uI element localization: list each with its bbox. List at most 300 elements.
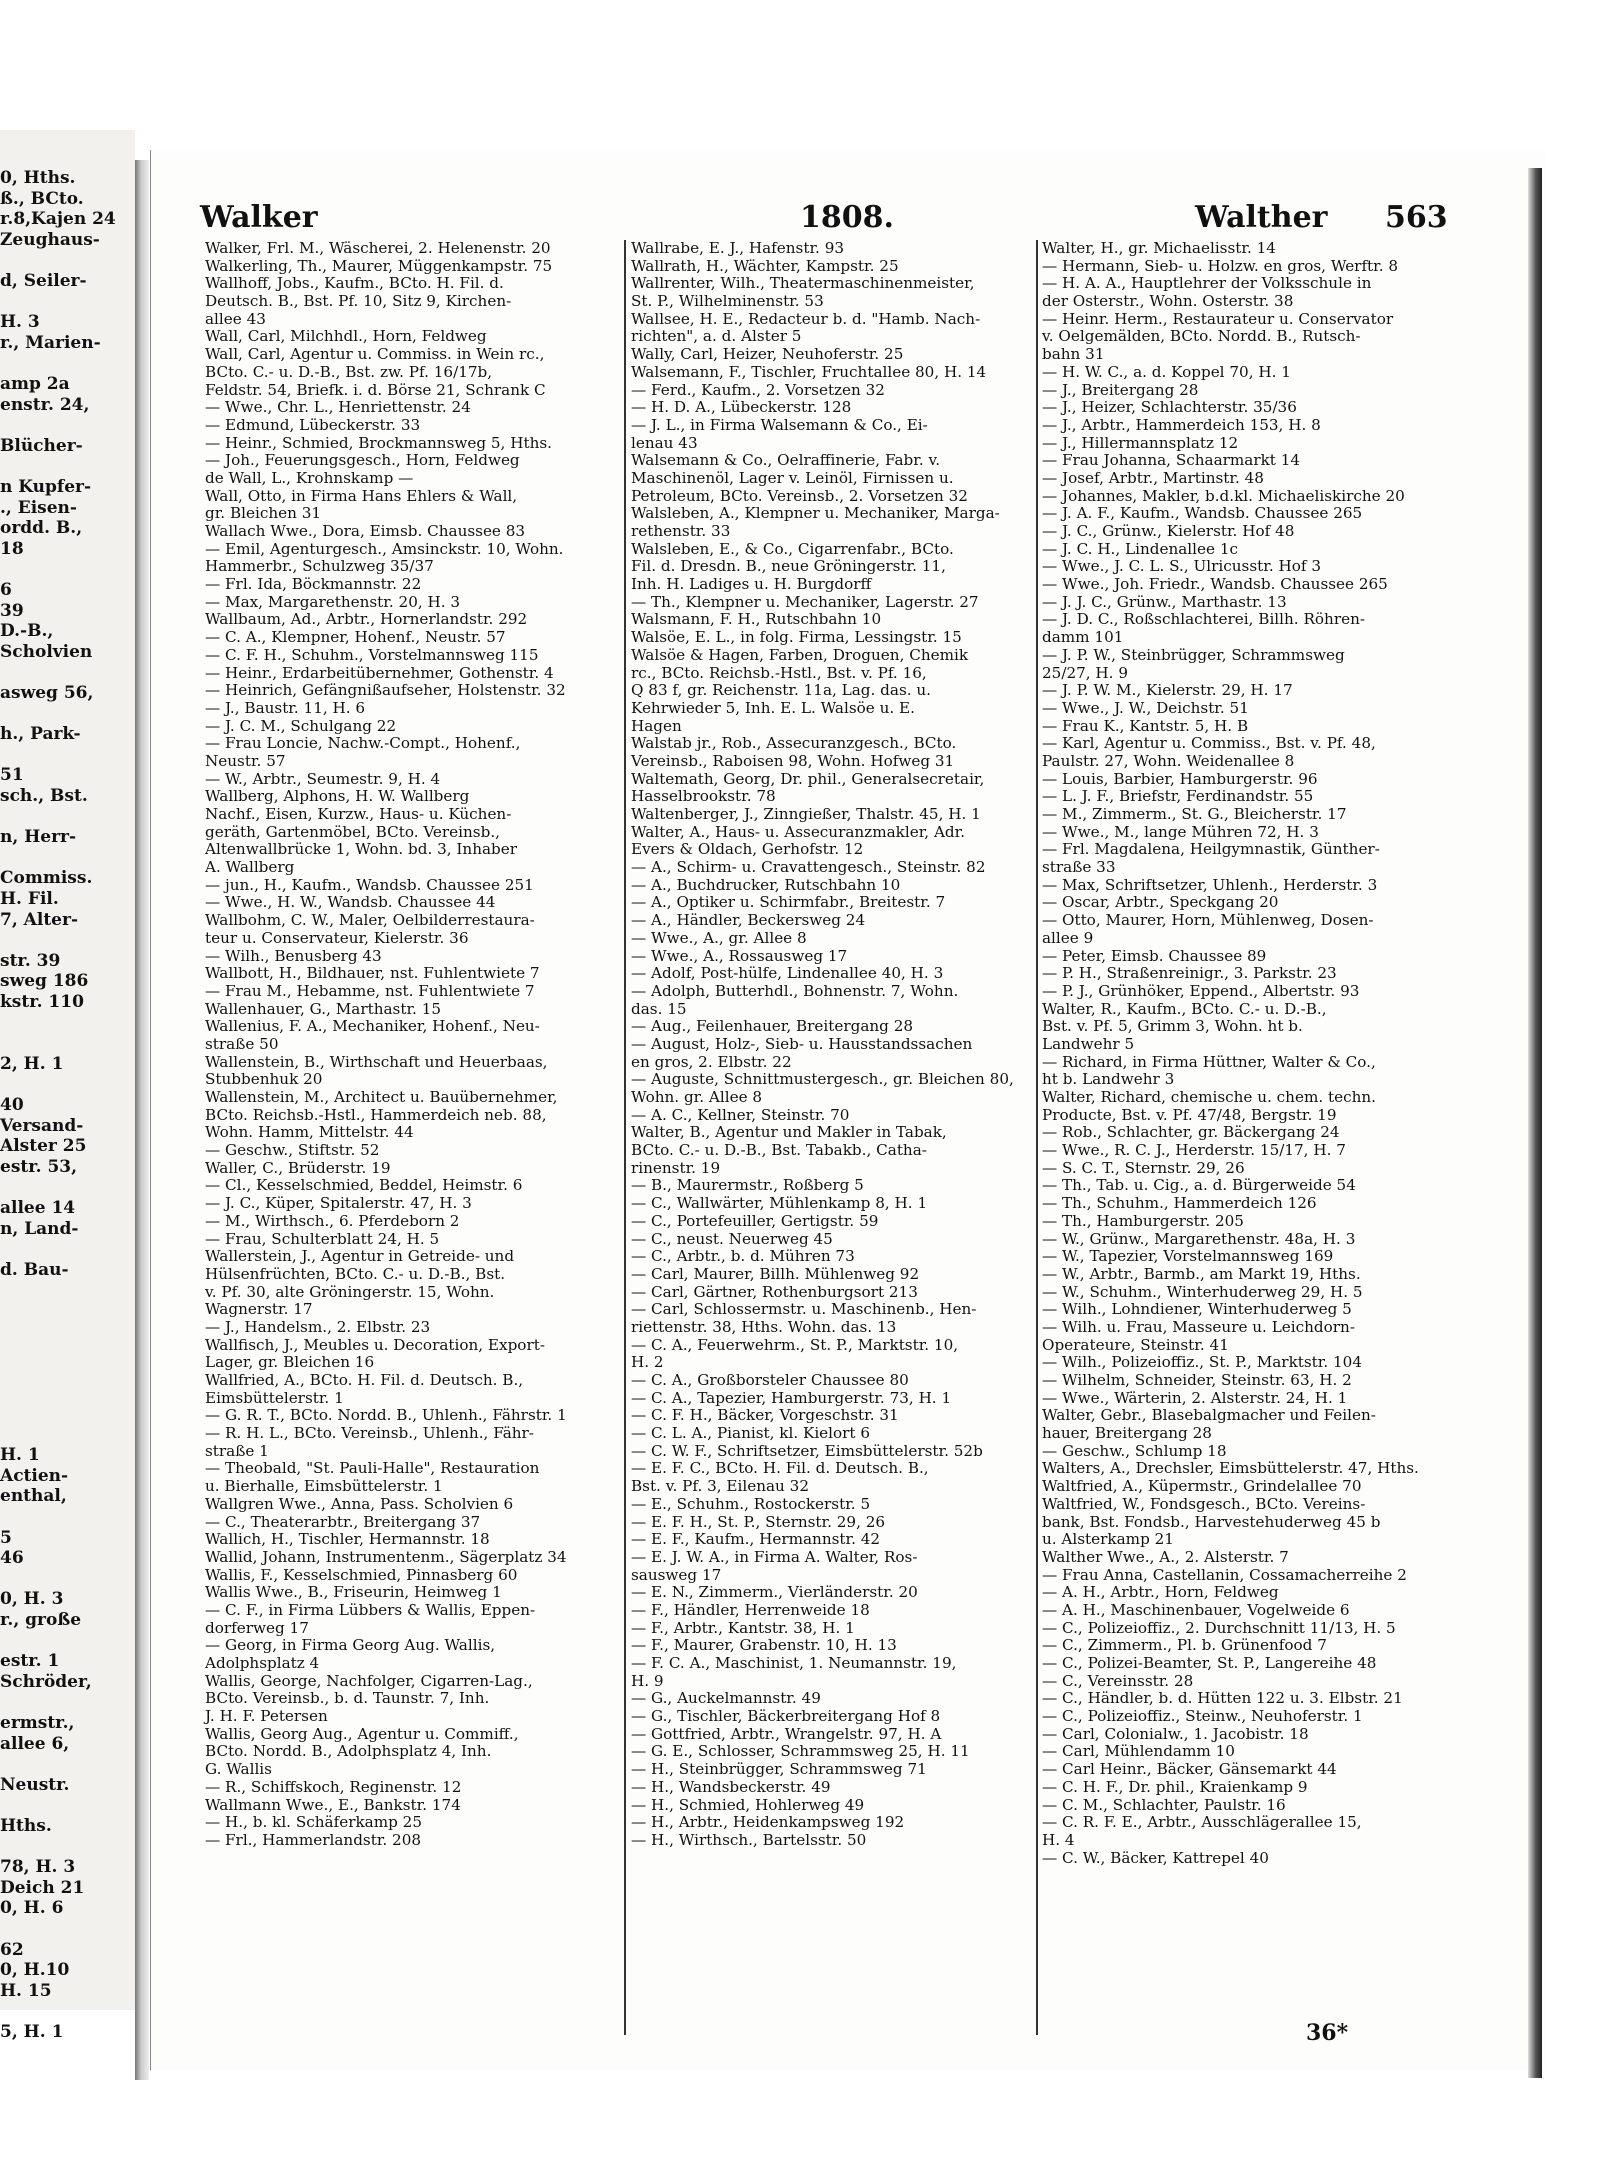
directory-entry-line: — J. C. M., Schulgang 22 <box>205 716 397 735</box>
directory-entry-line: — J. P. W. M., Kielerstr. 29, H. 17 <box>1042 681 1293 700</box>
directory-entry-line: Walsleben, E., & Co., Cigarrenfabr., BCto. <box>631 539 954 558</box>
directory-entry-line: — C. L. A., Pianist, kl. Kielort 6 <box>631 1424 871 1443</box>
left-page-text-fragment: Versand- <box>0 1115 84 1136</box>
left-page-text-fragment: n, Land- <box>0 1218 79 1239</box>
directory-entry-line: — C., Polizeioffiz., Steinw., Neuhoferstr. 1 <box>1042 1707 1363 1726</box>
directory-entry-line: — Edmund, Lübeckerstr. 33 <box>205 415 421 434</box>
directory-entry-line: — Wilh., Polizeioffiz., St. P., Marktstr. 104 <box>1042 1353 1363 1372</box>
directory-entry-line: — H., Wirthsch., Bartelsstr. 50 <box>631 1830 867 1849</box>
directory-entry-line: — G. E., Schlosser, Schrammsweg 25, H. 11 <box>631 1742 970 1761</box>
directory-entry-line: — Frau, Schulterblatt 24, H. 5 <box>205 1229 440 1248</box>
directory-entry-line: — Max, Schriftsetzer, Uhlenh., Herderstr. 3 <box>1042 875 1378 894</box>
directory-entry-line: — Wilh. u. Frau, Masseure u. Leichdorn- <box>1042 1317 1355 1336</box>
directory-entry-line: Walters, A., Drechsler, Eimsbüttelerstr. 47, Hths. <box>1042 1459 1419 1478</box>
directory-entry-line: Bst. v. Pf. 5, Grimm 3, Wohn. ht b. <box>1042 1017 1303 1036</box>
directory-entry-line: Walkerling, Th., Maurer, Müggenkampstr. 75 <box>205 256 553 275</box>
directory-entry-line: — A., Händler, Beckersweg 24 <box>631 911 866 930</box>
directory-entry-line: Wallis Wwe., B., Friseurin, Heimweg 1 <box>205 1583 502 1602</box>
directory-entry-line: Walsöe & Hagen, Farben, Droguen, Chemik <box>631 645 969 664</box>
directory-entry-line: — J. C., Grünw., Kielerstr. Hof 48 <box>1042 522 1295 540</box>
left-page-text-fragment: H. Fil. <box>0 889 59 909</box>
left-page-text-fragment: 46 <box>0 1548 24 1569</box>
directory-entry-line: Wallbohm, C. W., Maler, Oelbilderrestaura- <box>205 911 535 930</box>
directory-entry-line: — F. C. A., Maschinist, 1. Neumannstr. 19, <box>631 1654 957 1672</box>
directory-entry-line: — August, Holz-, Sieb- u. Hausstandssachen <box>631 1034 973 1053</box>
directory-entry-line: — Frau K., Kantstr. 5, H. B <box>1042 716 1249 735</box>
directory-entry-line: — C., Polizei-Beamter, St. P., Langereihe 48 <box>1042 1654 1377 1672</box>
directory-entry-line: — W., Arbtr., Seumestr. 9, H. 4 <box>205 769 441 788</box>
directory-entry-line: — C., Theaterarbtr., Breitergang 37 <box>205 1512 481 1531</box>
directory-entry-line: — S. C. T., Sternstr. 29, 26 <box>1042 1158 1245 1177</box>
left-page-text-fragment: r., große <box>0 1610 82 1630</box>
directory-entry-line: — C., Vereinsstr. 28 <box>1042 1671 1194 1690</box>
directory-entry-line: riettenstr. 38, Hths. Wohn. das. 13 <box>631 1317 897 1336</box>
left-page-text-fragment: 0, H.10 <box>0 1960 70 1981</box>
directory-entry-line: — M., Wirthsch., 6. Pferdeborn 2 <box>205 1211 460 1230</box>
directory-entry-line: — Oscar, Arbtr., Speckgang 20 <box>1042 893 1279 912</box>
directory-entry-line: — Rob., Schlachter, gr. Bäckergang 24 <box>1042 1123 1340 1142</box>
directory-entry-line: — C., neust. Neuerweg 45 <box>631 1229 833 1248</box>
left-page-text-fragment: 40 <box>0 1095 24 1115</box>
left-page-text-fragment: ordd. B., <box>0 518 83 539</box>
directory-entry-line: — Th., Tab. u. Cig., a. d. Bürgerweide 54 <box>1042 1176 1356 1195</box>
directory-entry-line: — jun., H., Kaufm., Wandsb. Chaussee 251 <box>205 875 534 894</box>
directory-entry-line: — E. N., Zimmerm., Vierländerstr. 20 <box>631 1583 918 1602</box>
column-rule <box>1036 240 1038 2035</box>
directory-entry-line: allee 43 <box>205 309 266 328</box>
directory-entry-line: Wallis, F., Kesselschmied, Pinnasberg 60 <box>205 1565 518 1584</box>
directory-entry-line: richten", a. d. Alster 5 <box>631 327 802 346</box>
directory-entry-line: — Frl. Magdalena, Heilgymnastik, Günther- <box>1042 840 1380 859</box>
directory-entry-line: — Richard, in Firma Hüttner, Walter & Co., <box>1042 1052 1376 1071</box>
directory-entry-line: — Peter, Eimsb. Chaussee 89 <box>1042 946 1267 965</box>
directory-entry-line: — C., Zimmerm., Pl. b. Grünenfood 7 <box>1042 1636 1327 1655</box>
directory-entry-line: — A., Optiker u. Schirmfabr., Breitestr. 7 <box>631 893 946 912</box>
left-page-text-fragment: H. 15 <box>0 1980 52 2001</box>
directory-entry-line: lenau 43 <box>631 433 698 452</box>
directory-entry-line: — Hermann, Sieb- u. Holzw. en gros, Werftr. 8 <box>1042 256 1399 275</box>
directory-entry-line: — Heinrich, Gefängnißaufseher, Holstenstr. 32 <box>205 681 566 700</box>
directory-entry-line: — Frau Loncie, Nachw.-Compt., Hohenf., <box>205 734 521 753</box>
left-page-text-fragment: asweg 56, <box>0 683 94 703</box>
directory-entry-line: — Frau Anna, Castellanin, Cossamacherreihe 2 <box>1042 1565 1407 1584</box>
directory-entry-line: Neustr. 57 <box>205 751 286 770</box>
left-page-text-fragment: 5, H. 1 <box>0 2022 64 2042</box>
directory-entry-line: G. Wallis <box>205 1760 272 1779</box>
directory-entry-line: — C. A., Klempner, Hohenf., Neustr. 57 <box>205 628 506 647</box>
directory-entry-line: — E. F., Kaufm., Hermannstr. 42 <box>631 1530 881 1549</box>
directory-entry-line: Wohn. Hamm, Mittelstr. 44 <box>205 1123 414 1142</box>
directory-entry-line: J. H. F. Petersen <box>205 1707 328 1726</box>
running-head-year: 1808. <box>800 200 894 235</box>
directory-entry-line: — Adolf, Post-hülfe, Lindenallee 40, H. 3 <box>631 964 944 983</box>
left-page-text-fragment: 62 <box>0 1939 24 1960</box>
directory-column-3 <box>1042 240 1448 1867</box>
directory-entry-line: Wallenstein, M., Architect u. Bauübernehmer, <box>205 1088 558 1106</box>
directory-entry-line: — W., Tapezier, Vorstelmannsweg 169 <box>1042 1247 1334 1266</box>
directory-entry-line: Wallid, Johann, Instrumentenm., Sägerplatz 34 <box>205 1547 567 1566</box>
directory-entry-line: Walsemann & Co., Oelraffinerie, Fabr. v. <box>631 451 941 470</box>
directory-entry-line: Wall, Carl, Agentur u. Commiss. in Wein rc., <box>205 345 545 364</box>
directory-entry-line: — Louis, Barbier, Hamburgerstr. 96 <box>1042 769 1318 788</box>
directory-entry-line: — Aug., Feilenhauer, Breitergang 28 <box>631 1017 914 1036</box>
directory-entry-line: — J., Heizer, Schlachterstr. 35/36 <box>1042 398 1297 417</box>
directory-entry-line: Wallbott, H., Bildhauer, nst. Fuhlentwiete 7 <box>205 964 540 983</box>
left-page-text-fragment: Scholvien <box>0 641 93 662</box>
directory-entry-line: hauer, Breitergang 28 <box>1042 1424 1212 1443</box>
directory-entry-line: — Carl, Schlossermstr. u. Maschinenb., Hen- <box>631 1300 977 1319</box>
directory-entry-line: Landwehr 5 <box>1042 1034 1135 1053</box>
directory-entry-line: Producte, Bst. v. Pf. 47/48, Bergstr. 19 <box>1042 1105 1337 1124</box>
directory-entry-line: Wallhoff, Jobs., Kaufm., BCto. H. Fil. d. <box>205 274 504 293</box>
directory-entry-line: — P. J., Grünhöker, Eppend., Albertstr. 93 <box>1042 981 1360 1000</box>
left-page-text-fragment: amp 2a <box>0 374 70 394</box>
directory-entry-line: — E. F. C., BCto. H. Fil. d. Deutsch. B., <box>631 1459 929 1478</box>
directory-entry-line: — J., Arbtr., Hammerdeich 153, H. 8 <box>1042 415 1321 434</box>
directory-entry-line: — Max, Margarethenstr. 20, H. 3 <box>205 592 461 611</box>
directory-entry-line: Wallenhauer, G., Marthastr. 15 <box>205 999 442 1018</box>
directory-entry-line: BCto. C.- u. D.-B., Bst. Tabakb., Catha- <box>631 1141 927 1160</box>
directory-entry-line: Wall, Otto, in Firma Hans Ehlers & Wall, <box>205 486 518 505</box>
directory-entry-line: — Heinr., Schmied, Brockmannsweg 5, Hths. <box>205 433 552 452</box>
left-page-text-fragment: r.8,Kajen 24 <box>0 209 116 230</box>
left-page-text-fragment: Deich 21 <box>0 1877 85 1898</box>
directory-entry-line: Feldstr. 54, Briefk. i. d. Börse 21, Schrank C <box>205 380 546 399</box>
directory-entry-line: — C. A., Feuerwehrm., St. P., Marktstr. 10, <box>631 1335 959 1354</box>
directory-entry-line: H. 2 <box>631 1353 664 1372</box>
directory-entry-line: — C., Portefeuiller, Gertigstr. 59 <box>631 1211 879 1230</box>
directory-entry-line: Walter, R., Kaufm., BCto. C.- u. D.-B., <box>1042 999 1327 1018</box>
directory-entry-line: — A., Buchdrucker, Rutschbahn 10 <box>631 875 901 894</box>
directory-entry-line: — Karl, Agentur u. Commiss., Bst. v. Pf. 48, <box>1042 734 1376 753</box>
directory-entry-line: u. Bierhalle, Eimsbüttelerstr. 1 <box>205 1477 443 1496</box>
directory-entry-line: Walter, H., gr. Michaelisstr. 14 <box>1042 239 1276 257</box>
directory-entry-line: — A. H., Arbtr., Horn, Feldweg <box>1042 1583 1279 1602</box>
directory-entry-line: teur u. Conservateur, Kielerstr. 36 <box>205 928 469 947</box>
directory-entry-line: — Th., Schuhm., Hammerdeich 126 <box>1042 1194 1317 1213</box>
directory-entry-line: — L. J. F., Briefstr, Ferdinandstr. 55 <box>1042 787 1314 806</box>
directory-entry-line: Walter, B., Agentur und Makler in Tabak, <box>631 1123 947 1142</box>
directory-entry-line: — A. C., Kellner, Steinstr. 70 <box>631 1105 850 1124</box>
directory-entry-line: — H., Wandsbeckerstr. 49 <box>631 1777 831 1796</box>
directory-entry-line: Waller, C., Brüderstr. 19 <box>205 1158 391 1177</box>
directory-entry-line: — E., Schuhm., Rostockerstr. 5 <box>631 1494 871 1513</box>
left-page-text-fragment: Commiss. <box>0 868 93 889</box>
running-head-left: Walker <box>200 200 318 235</box>
directory-entry-line: Wallbaum, Ad., Arbtr., Hornerlandstr. 292 <box>205 610 528 629</box>
directory-entry-line: — J. A. F., Kaufm., Wandsb. Chaussee 265 <box>1042 504 1363 523</box>
directory-entry-line: — J. C. H., Lindenallee 1c <box>1042 539 1238 558</box>
directory-entry-line: Wally, Carl, Heizer, Neuhoferstr. 25 <box>631 345 904 364</box>
directory-entry-line: — Wwe., A., Rossausweg 17 <box>631 946 848 965</box>
directory-entry-line: das. 15 <box>631 999 687 1018</box>
directory-entry-line: Wallis, Georg Aug., Agentur u. Commiff., <box>205 1724 519 1743</box>
directory-entry-line: — J., Handelsm., 2. Elbstr. 23 <box>205 1317 431 1336</box>
directory-entry-line: — Geschw., Stiftstr. 52 <box>205 1141 380 1160</box>
directory-entry-line: — F., Maurer, Grabenstr. 10, H. 13 <box>631 1636 897 1655</box>
directory-entry-line: Hammerbr., Schulzweg 35/37 <box>205 557 434 576</box>
directory-entry-line: — Frl. Ida, Böckmannstr. 22 <box>205 575 422 594</box>
directory-entry-line: Paulstr. 27, Wohn. Weidenallee 8 <box>1042 751 1295 770</box>
directory-entry-line: Wallrenter, Wilh., Theatermaschinenmeister, <box>631 274 975 293</box>
left-page-text-fragment: Schröder, <box>0 1671 92 1692</box>
directory-entry-line: straße 33 <box>1042 858 1116 877</box>
directory-entry-line: Waltfried, A., Küpermstr., Grindelallee 70 <box>1042 1477 1362 1496</box>
left-page-text-fragment: enstr. 24, <box>0 394 90 415</box>
left-page-text-fragment: 5 <box>0 1527 12 1548</box>
left-page-text-fragment: 2, H. 1 <box>0 1053 64 1074</box>
directory-entry-line: Hasselbrookstr. 78 <box>631 787 776 806</box>
directory-entry-line: — Wilh., Lohndiener, Winterhuderweg 5 <box>1042 1300 1352 1319</box>
directory-entry-line: Q 83 f, gr. Reichenstr. 11a, Lag. das. u. <box>631 681 932 700</box>
directory-entry-line: BCto. Vereinsb., b. d. Taunstr. 7, Inh. <box>205 1689 490 1708</box>
directory-entry-line: sausweg 17 <box>631 1565 722 1584</box>
directory-entry-line: — Frau M., Hebamme, nst. Fuhlentwiete 7 <box>205 981 535 1000</box>
left-page-text-fragment: 0, H. 3 <box>0 1589 64 1610</box>
directory-entry-line: Wallmann Wwe., E., Bankstr. 174 <box>205 1795 461 1814</box>
directory-entry-line: v. Pf. 30, alte Gröningerstr. 15, Wohn. <box>205 1282 495 1301</box>
directory-entry-line: — E. J. W. A., in Firma A. Walter, Ros- <box>631 1547 918 1566</box>
directory-entry-line: — Carl, Maurer, Billh. Mühlenweg 92 <box>631 1264 920 1283</box>
directory-entry-line: — J., Baustr. 11, H. 6 <box>205 698 366 717</box>
directory-entry-line: Wallis, George, Nachfolger, Cigarren-Lag., <box>205 1671 533 1690</box>
directory-entry-line: rethenstr. 33 <box>631 522 731 540</box>
directory-entry-line: — Wwe., M., lange Mühren 72, H. 3 <box>1042 822 1319 841</box>
directory-entry-line: — C. A., Großborsteler Chaussee 80 <box>631 1371 909 1389</box>
directory-entry-line: Kehrwieder 5, Inh. E. L. Walsöe u. E. <box>631 698 915 717</box>
directory-entry-line: — Carl, Colonialw., 1. Jacobistr. 18 <box>1042 1724 1309 1743</box>
directory-entry-line: Vereinsb., Raboisen 98, Wohn. Hofweg 31 <box>631 751 955 770</box>
book-gutter <box>135 160 149 2080</box>
directory-entry-line: — M., Zimmerm., St. G., Bleicherstr. 17 <box>1042 805 1347 823</box>
directory-entry-line: — W., Grünw., Margarethenstr. 48a, H. 3 <box>1042 1229 1356 1248</box>
directory-entry-line: — Th., Klempner u. Mechaniker, Lagerstr. 27 <box>631 592 979 611</box>
directory-entry-line: allee 9 <box>1042 928 1094 947</box>
directory-entry-line: — Heinr., Erdarbeitübernehmer, Gothenstr. 4 <box>205 663 554 682</box>
directory-entry-line: Inh. H. Ladiges u. H. Burgdorff <box>631 575 872 594</box>
directory-entry-line: St. P., Wilhelminenstr. 53 <box>631 292 824 311</box>
directory-entry-line: — H. W. C., a. d. Koppel 70, H. 1 <box>1042 362 1291 381</box>
directory-entry-line: BCto. Reichsb.-Hstl., Hammerdeich neb. 88, <box>205 1105 547 1124</box>
directory-entry-line: — Ferd., Kaufm., 2. Vorsetzen 32 <box>631 380 885 399</box>
directory-entry-line: — Wwe., Joh. Friedr., Wandsb. Chaussee 265 <box>1042 575 1388 594</box>
left-page-text-fragment: h., Park- <box>0 724 81 745</box>
directory-entry-line: Walther Wwe., A., 2. Alsterstr. 7 <box>1042 1547 1289 1566</box>
left-page-text-fragment: H. 3 <box>0 312 40 333</box>
directory-entry-line: geräth, Gartenmöbel, BCto. Vereinsb., <box>205 822 500 841</box>
left-page-text-fragment: n Kupfer- <box>0 477 92 497</box>
directory-entry-line: Walter, A., Haus- u. Assecuranzmakler, Adr. <box>631 822 966 841</box>
directory-entry-line: — A. H., Maschinenbauer, Vogelweide 6 <box>1042 1600 1350 1619</box>
directory-entry-line: — P. H., Straßenreinigr., 3. Parkstr. 23 <box>1042 964 1337 983</box>
directory-entry-line: — Josef, Arbtr., Martinstr. 48 <box>1042 468 1264 487</box>
column-rule <box>624 240 626 2035</box>
directory-entry-line: straße 50 <box>205 1034 279 1053</box>
directory-entry-line: — J. J. C., Grünw., Marthastr. 13 <box>1042 592 1287 611</box>
directory-entry-line: — H., b. kl. Schäferkamp 25 <box>205 1813 422 1832</box>
left-page-text-fragment: sch., Bst. <box>0 786 88 806</box>
directory-entry-line: — G., Auckelmannstr. 49 <box>631 1689 821 1708</box>
directory-entry-line: Waltfried, W., Fondsgesch., BCto. Vereins- <box>1042 1494 1366 1513</box>
left-page-text-fragment: estr. 53, <box>0 1156 78 1177</box>
left-page-text-fragment: ß., BCto. <box>0 188 84 209</box>
directory-entry-line: Eimsbüttelerstr. 1 <box>205 1388 344 1407</box>
directory-entry-line: — Wwe., J. C. L. S., Ulricusstr. Hof 3 <box>1042 557 1321 576</box>
directory-entry-line: A. Wallberg <box>205 858 295 877</box>
directory-entry-line: Wallenstein, B., Wirthschaft und Heuerbaas, <box>205 1052 548 1071</box>
directory-entry-line: Bst. v. Pf. 3, Eilenau 32 <box>631 1477 809 1496</box>
directory-entry-line: — R., Schiffskoch, Reginenstr. 12 <box>205 1777 462 1796</box>
directory-entry-line: — Emil, Agenturgesch., Amsinckstr. 10, Wohn. <box>205 539 564 558</box>
directory-entry-line: Waltenberger, J., Zinngießer, Thalstr. 45, H. 1 <box>631 805 981 823</box>
directory-entry-line: — C., Händler, b. d. Hütten 122 u. 3. Elbstr. 21 <box>1042 1689 1403 1708</box>
directory-entry-line: H. 4 <box>1042 1830 1075 1849</box>
directory-entry-line: H. 9 <box>631 1671 664 1690</box>
directory-entry-line: — J. C., Küper, Spitalerstr. 47, H. 3 <box>205 1194 472 1213</box>
left-page-text-fragment: d. Bau- <box>0 1259 69 1280</box>
left-page-text-fragment: enthal, <box>0 1486 67 1507</box>
directory-entry-line: — C. F., in Firma Lübbers & Wallis, Eppen- <box>205 1600 536 1619</box>
directory-entry-line: dorferweg 17 <box>205 1618 309 1637</box>
directory-entry-line: gr. Bleichen 31 <box>205 504 322 523</box>
directory-entry-line: Lager, gr. Bleichen 16 <box>205 1353 375 1372</box>
directory-entry-line: Evers & Oldach, Gerhofstr. 12 <box>631 840 864 859</box>
left-page-text-fragment: 0, Hths. <box>0 168 76 188</box>
directory-entry-line: — Auguste, Schnittmustergesch., gr. Bleichen 80, <box>631 1070 1014 1089</box>
directory-entry-line: — C. A., Tapezier, Hamburgerstr. 73, H. 1 <box>631 1388 952 1407</box>
directory-entry-line: — Wwe., A., gr. Allee 8 <box>631 928 807 947</box>
directory-entry-line: — F., Arbtr., Kantstr. 38, H. 1 <box>631 1618 855 1637</box>
directory-entry-line: — Carl Heinr., Bäcker, Gänsemarkt 44 <box>1042 1760 1337 1779</box>
directory-entry-line: — Carl, Gärtner, Rothenburgsort 213 <box>631 1282 918 1301</box>
directory-entry-line: Adolphsplatz 4 <box>205 1654 320 1672</box>
directory-entry-line: — Wilh., Benusberg 43 <box>205 946 382 965</box>
directory-entry-line: — H., Arbtr., Heidenkampsweg 192 <box>631 1813 905 1832</box>
directory-entry-line: — C., Polizeioffiz., 2. Durchschnitt 11/13, H. 5 <box>1042 1618 1396 1637</box>
directory-entry-line: Wallberg, Alphons, H. W. Wallberg <box>205 787 470 806</box>
left-page-text-fragment: Actien- <box>0 1465 69 1486</box>
directory-column-2 <box>631 240 1029 1850</box>
left-page-text-fragment: Zeughaus- <box>0 229 100 250</box>
left-page-text-fragment: r., Marien- <box>0 332 101 353</box>
directory-entry-line: — Frau Johanna, Schaarmarkt 14 <box>1042 451 1301 470</box>
directory-entry-line: — J. P. W., Steinbrügger, Schrammsweg <box>1042 645 1345 664</box>
directory-entry-line: — J., Breitergang 28 <box>1042 380 1199 399</box>
directory-entry-line: — R. H. L., BCto. Vereinsb., Uhlenh., Fähr- <box>205 1424 534 1443</box>
directory-entry-line: rc., BCto. Reichsb.-Hstl., Bst. v. Pf. 16, <box>631 663 927 682</box>
running-head-right: Walther <box>1195 200 1328 235</box>
directory-entry-line: Wohn. gr. Allee 8 <box>631 1088 763 1106</box>
directory-entry-line: damm 101 <box>1042 628 1124 647</box>
directory-entry-line: — H., Steinbrügger, Schrammsweg 71 <box>631 1760 927 1779</box>
directory-entry-line: Deutsch. B., Bst. Pf. 10, Sitz 9, Kirchen- <box>205 292 512 311</box>
left-page-text-fragment: 0, H. 6 <box>0 1898 64 1919</box>
directory-entry-line: Wallerstein, J., Agentur in Getreide- und <box>205 1247 515 1266</box>
directory-entry-line: — C. W., Bäcker, Kattrepel 40 <box>1042 1848 1269 1867</box>
directory-entry-line: — Wwe., J. W., Deichstr. 51 <box>1042 698 1249 717</box>
left-page-text-fragment: ermstr., <box>0 1713 75 1733</box>
directory-entry-line: — Wwe., R. C. J., Herderstr. 15/17, H. 7 <box>1042 1141 1346 1160</box>
directory-entry-line: — C., Wallwärter, Mühlenkamp 8, H. 1 <box>631 1194 928 1213</box>
directory-entry-line: Hagen <box>631 716 682 735</box>
directory-entry-line: — G., Tischler, Bäckerbreitergang Hof 8 <box>631 1707 941 1726</box>
left-page-text-fragment: D.-B., <box>0 621 54 642</box>
directory-entry-line: der Osterstr., Wohn. Osterstr. 38 <box>1042 292 1294 311</box>
directory-entry-line: Maschinenöl, Lager v. Leinöl, Firnissen u. <box>631 468 954 487</box>
directory-entry-line: — H. D. A., Lübeckerstr. 128 <box>631 398 852 417</box>
directory-entry-line: Fil. d. Dresdn. B., neue Gröningerstr. 11, <box>631 557 946 576</box>
directory-entry-line: Petroleum, BCto. Vereinsb., 2. Vorsetzen 32 <box>631 486 968 505</box>
directory-entry-line: — Heinr. Herm., Restaurateur u. Conservator <box>1042 309 1394 328</box>
directory-entry-line: — C. H. F., Dr. phil., Kraienkamp 9 <box>1042 1777 1308 1796</box>
directory-entry-line: Wallfisch, J., Meubles u. Decoration, Export- <box>205 1335 545 1354</box>
left-page-text-fragment: Hths. <box>0 1816 52 1836</box>
directory-entry-line: — Wwe., Chr. L., Henriettenstr. 24 <box>205 398 471 417</box>
page-edge <box>1528 168 1542 2078</box>
directory-entry-line: Stubbenhuk 20 <box>205 1070 323 1089</box>
left-page-text-fragment: allee 14 <box>0 1198 76 1218</box>
directory-column-1 <box>205 240 619 1850</box>
directory-entry-line: — W., Schuhm., Winterhuderweg 29, H. 5 <box>1042 1282 1363 1301</box>
left-page-text-fragment: H. 1 <box>0 1445 40 1466</box>
directory-entry-line: Wagnerstr. 17 <box>205 1300 313 1319</box>
signature-mark: 36* <box>1306 2020 1349 2046</box>
directory-entry-line: — C. R. F. E., Arbtr., Ausschlägerallee 15, <box>1042 1813 1362 1832</box>
directory-entry-line: — Theobald, "St. Pauli-Halle", Restauration <box>205 1459 540 1478</box>
directory-entry-line: Nachf., Eisen, Kurzw., Haus- u. Küchen- <box>205 805 512 823</box>
directory-entry-line: Altenwallbrücke 1, Wohn. bd. 3, Inhaber <box>205 840 518 859</box>
directory-entry-line: bahn 31 <box>1042 345 1105 364</box>
directory-entry-line: — C. M., Schlachter, Paulstr. 16 <box>1042 1795 1286 1814</box>
directory-entry-line: — J. L., in Firma Walsemann & Co., Ei- <box>631 415 928 434</box>
directory-entry-line: Wallrath, H., Wächter, Kampstr. 25 <box>631 256 899 275</box>
left-page-text-fragment: 78, H. 3 <box>0 1857 76 1878</box>
directory-entry-line: — H., Schmied, Hohlerweg 49 <box>631 1795 865 1814</box>
directory-entry-line: — E. F. H., St. P., Sternstr. 29, 26 <box>631 1512 886 1531</box>
left-page-text-fragment: 39 <box>0 600 24 621</box>
directory-entry-line: Walsmann, F. H., Rutschbahn 10 <box>631 610 882 629</box>
left-page-text-fragment: ., Eisen- <box>0 497 77 518</box>
directory-entry-line: — F., Händler, Herrenweide 18 <box>631 1600 870 1619</box>
directory-entry-line: — B., Maurermstr., Roßberg 5 <box>631 1176 864 1195</box>
directory-entry-line: Wallrabe, E. J., Hafenstr. 93 <box>631 239 845 257</box>
directory-entry-line: — C., Arbtr., b. d. Mühren 73 <box>631 1247 855 1266</box>
left-page-text-fragment: n, Herr- <box>0 827 77 848</box>
left-page-text-fragment: 6 <box>0 580 12 600</box>
left-page-text-fragment: d, Seiler- <box>0 271 87 291</box>
directory-entry-line: Operateure, Steinstr. 41 <box>1042 1335 1229 1354</box>
directory-entry-line: en gros, 2. Elbstr. 22 <box>631 1052 792 1071</box>
directory-entry-line: — Gottfried, Arbtr., Wrangelstr. 97, H. A <box>631 1724 942 1743</box>
left-page-text-fragment: 18 <box>0 538 24 559</box>
left-page-text-fragment: Neustr. <box>0 1774 70 1795</box>
directory-entry-line: — Adolph, Butterhdl., Bohnenstr. 7, Wohn. <box>631 981 959 1000</box>
page-number: 563 <box>1385 200 1448 235</box>
left-page-text-fragment: str. 39 <box>0 950 61 971</box>
directory-entry-line: u. Alsterkamp 21 <box>1042 1530 1174 1549</box>
left-page-text-fragment: Alster 25 <box>0 1136 87 1157</box>
directory-entry-line: — Wwe., H. W., Wandsb. Chaussee 44 <box>205 893 496 912</box>
left-page-text-fragment: sweg 186 <box>0 971 89 992</box>
directory-entry-line: Walsemann, F., Tischler, Fruchtallee 80, H. 14 <box>631 362 987 381</box>
directory-entry-line: — Johannes, Makler, b.d.kl. Michaeliskirche 20 <box>1042 486 1405 505</box>
directory-entry-line: BCto. C.- u. D.-B., Bst. zw. Pf. 16/17b, <box>205 362 493 381</box>
directory-entry-line: bank, Bst. Fondsb., Harvestehuderweg 45 b <box>1042 1512 1381 1531</box>
directory-entry-line: — C. F. H., Bäcker, Vorgeschstr. 31 <box>631 1406 899 1425</box>
directory-entry-line: Wall, Carl, Milchhdl., Horn, Feldweg <box>205 327 487 346</box>
directory-entry-line: Wallsee, H. E., Redacteur b. d. "Hamb. Nach- <box>631 309 981 328</box>
directory-entry-line: BCto. Nordd. B., Adolphsplatz 4, Inh. <box>205 1742 492 1761</box>
